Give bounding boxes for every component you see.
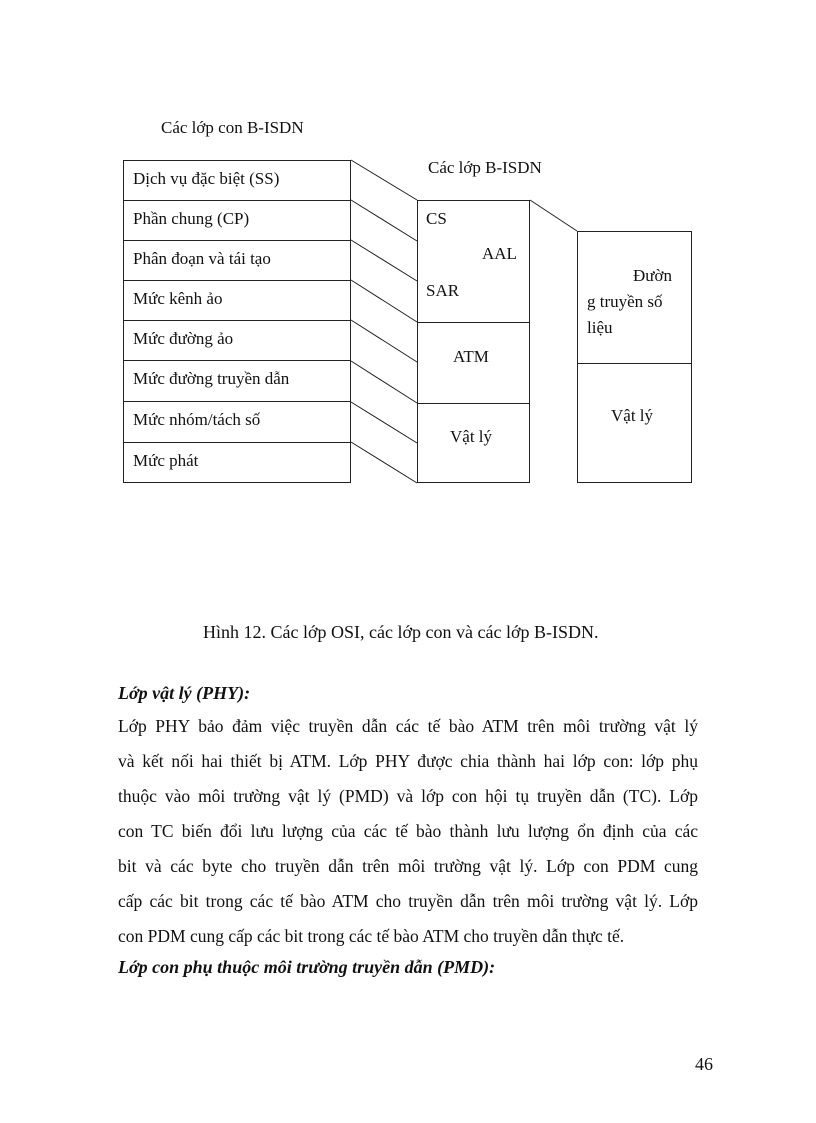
connector-line [351,320,417,362]
connector-line [530,200,577,231]
connector-line [351,361,417,403]
page-number: 46 [695,1054,713,1074]
paragraph-line: con TC biến đổi lưu lượng của các tế bào thành lưu lượng ổn định của các [118,821,698,841]
connector-line [351,200,417,241]
sublayer-label: Phân đoạn và tái tạo [133,249,271,268]
connector-line [351,160,417,200]
figure-caption: Hình 12. Các lớp OSI, các lớp con và các lớp B-ISDN. [203,622,599,642]
sublayer-title: Các lớp con B-ISDN [161,118,304,137]
bisdn-phy-label: Vật lý [450,427,493,446]
aal-label: AAL [482,244,517,263]
sublayer-label: Mức phát [133,451,199,470]
paragraph-line: thuộc vào môi trường vật lý (PMD) và lớp con hội tụ truyền dẫn (TC). Lớp [118,786,698,806]
sublayer-label: Mức đường truyền dẫn [133,369,290,388]
layer-title: Các lớp B-ISDN [428,158,542,177]
sar-label: SAR [426,281,460,300]
atm-label: ATM [453,347,489,366]
connector-lines [0,0,816,560]
osi-datalink-label-3: liệu [587,318,613,337]
cs-label: CS [426,209,447,228]
sublayer-label: Mức nhóm/tách số [133,410,261,429]
paragraph-line: con PDM cung cấp các bit trong các tế bào ATM cho truyền dẫn thực tế. [118,926,625,946]
connector-line [351,402,417,443]
sublayer-label: Mức đường ảo [133,329,234,348]
paragraph-line: và kết nối hai thiết bị ATM. Lớp PHY được chia thành hai lớp con: lớp phụ [118,751,698,771]
sublayer-label: Phần chung (CP) [133,209,250,228]
paragraph-line: bit và các byte cho truyền dẫn trên môi trường vật lý. Lớp con PDM cung [118,856,698,876]
paragraph-line: Lớp PHY bảo đảm việc truyền dẫn các tế bào ATM trên môi trường vật lý [118,716,698,736]
section-heading-phy: Lớp vật lý (PHY): [118,683,251,703]
osi-datalink-label-2: g truyền số [587,292,663,311]
connector-line [351,240,417,281]
sublayer-label: Mức kênh ảo [133,289,223,308]
paragraph-line: cấp các bit trong các tế bào ATM cho truyền dẫn trên môi trường vật lý. Lớp [118,891,698,911]
connector-line [351,442,417,483]
sublayer-label: Dịch vụ đặc biệt (SS) [133,169,280,188]
connector-line [351,280,417,322]
section-paragraph-phy [118,709,698,954]
osi-physical-label: Vật lý [611,406,654,425]
section-heading-pmd: Lớp con phụ thuộc môi trường truyền dẫn (PMD): [118,957,496,977]
osi-datalink-label-1: Đườn [633,266,672,285]
